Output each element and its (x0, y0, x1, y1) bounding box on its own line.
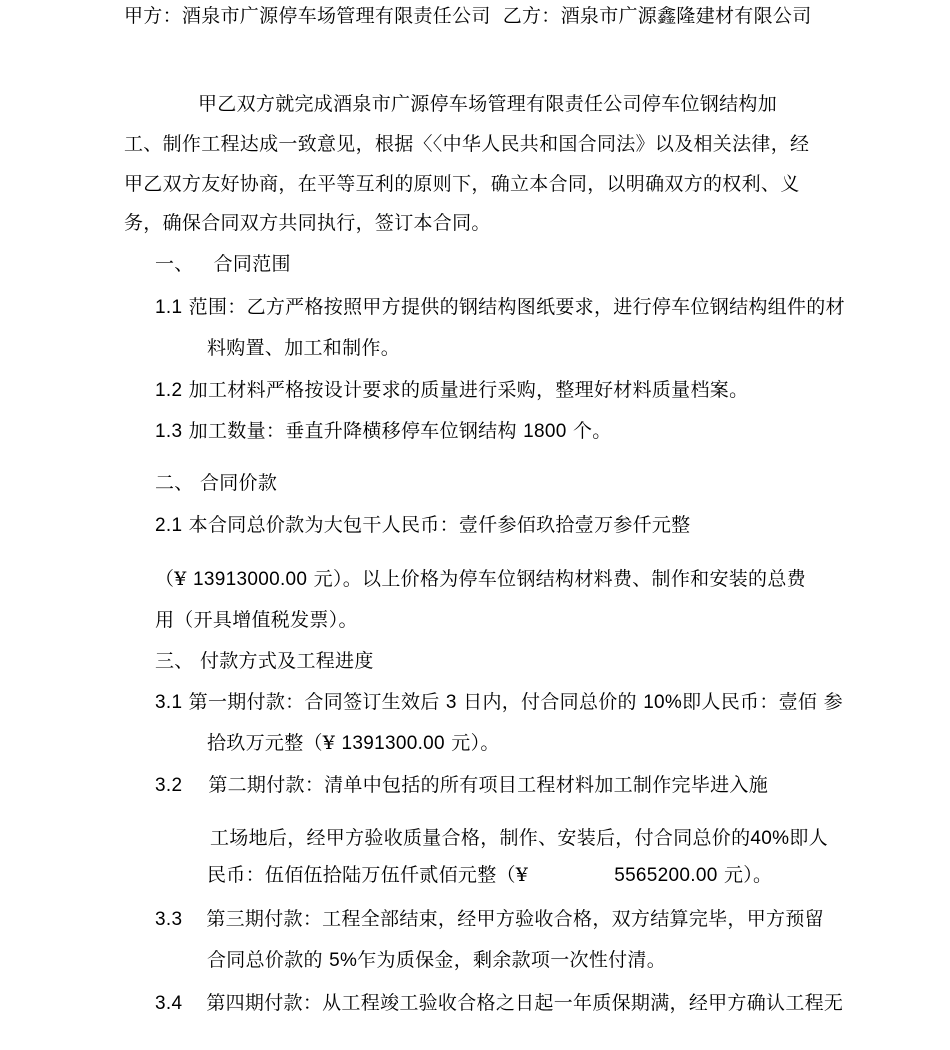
clause-1-1-text: 范围：乙方严格按照甲方提供的钢结构图纸要求，进行停车位钢结构组件的材 (188, 296, 845, 318)
intro-line-2: 工、制作工程达成一致意见，根据〈〈中华人民共和国合同法》以及相关法律，经 (124, 133, 810, 155)
party-a: 甲方：酒泉市广源停车场管理有限责任公司 (124, 5, 491, 27)
clause-1-3-text: 加工数量：垂直升降横移停车位钢结构 (188, 420, 517, 442)
clause-3-2-cont2-a: 民币：伍佰伍拾陆万伍仟贰佰元整（¥ (207, 864, 529, 886)
clause-3-2-continuation-2 (207, 863, 772, 888)
clause-3-1-days: 3 (445, 692, 457, 713)
clause-2-1 (155, 513, 690, 538)
clause-3-1-amount: 1391300.00 (341, 733, 445, 754)
clause-3-1-cont-b: 元）。 (451, 732, 500, 754)
clause-1-1 (155, 295, 845, 320)
clause-3-3-percent: 5% (329, 950, 358, 971)
clause-3-1 (155, 690, 843, 715)
clause-3-2-number: 3.2 (155, 775, 183, 796)
clause-2-1-number: 2.1 (155, 515, 183, 536)
section-1-heading (155, 252, 291, 276)
total-amount-open: （¥ (155, 568, 187, 590)
clause-3-3-text: 第三期付款：工程全部结束，经甲方验收合格，双方结算完毕，甲方预留 (206, 908, 824, 930)
total-amount-line (155, 567, 806, 592)
total-amount-desc: 元）。以上价格为停车位钢结构材料费、制作和安装的总费 (313, 568, 806, 590)
clause-1-3 (155, 419, 612, 444)
clause-1-2-number: 1.2 (155, 380, 183, 401)
total-amount-value: 13913000.00 (193, 569, 308, 590)
section-1-number: 一、 (155, 253, 194, 275)
clause-3-1-text-c: 即人民币：壹佰 参 (682, 691, 843, 713)
clause-1-1-number: 1.1 (155, 297, 183, 318)
clause-3-2-cont1-a: 工场地后，经甲方验收质量合格，制作、安装后，付合同总价的 (210, 827, 751, 849)
clause-3-1-text-b: 日内，付合同总价的 (463, 691, 637, 713)
clause-3-2-amount: 5565200.00 (614, 865, 718, 886)
clause-3-2-percent: 40% (750, 828, 790, 849)
clause-3-1-number: 3.1 (155, 692, 183, 713)
total-amount-continuation: 用（开具增值税发票）。 (155, 609, 358, 631)
section-3-heading: 三、 付款方式及工程进度 (155, 650, 374, 672)
clause-3-1-text-a: 第一期付款：合同签订生效后 (188, 691, 440, 713)
clause-2-1-text: 本合同总价款为大包干人民币：壹仟参佰玖拾壹万参仟元整 (188, 514, 691, 536)
clause-3-2-cont1-b: 即人 (789, 827, 828, 849)
clause-3-3-continuation (207, 948, 666, 973)
clause-1-3-number: 1.3 (155, 421, 183, 442)
party-b: 乙方：酒泉市广源鑫隆建材有限公司 (502, 5, 812, 27)
clause-3-4-text: 第四期付款：从工程竣工验收合格之日起一年质保期满，经甲方确认工程无 (206, 992, 844, 1014)
clause-3-4-number: 3.4 (155, 993, 183, 1014)
clause-3-3-number: 3.3 (155, 909, 183, 930)
clause-3-3-cont-b: 乍为质保金，剩余款项一次性付清。 (357, 949, 667, 971)
clause-3-4 (155, 991, 843, 1016)
section-2-heading: 二、 合同价款 (155, 472, 278, 494)
clause-3-2-text: 第二期付款：清单中包括的所有项目工程材料加工制作完毕进入施 (208, 774, 769, 796)
contract-parties-line (124, 4, 812, 28)
clause-1-3-quantity: 1800 (523, 421, 567, 442)
clause-1-3-unit: 个。 (572, 420, 612, 442)
clause-3-3 (155, 907, 824, 932)
clause-3-2-continuation-1 (210, 826, 828, 851)
clause-1-2 (155, 378, 748, 403)
clause-3-2-cont2-b: 元）。 (723, 864, 773, 886)
clause-3-1-continuation (207, 731, 500, 756)
intro-line-4: 务，确保合同双方共同执行，签订本合同。 (124, 212, 491, 234)
section-1-title: 合同范围 (213, 253, 291, 275)
clause-1-2-text: 加工材料严格按设计要求的质量进行采购，整理好材料质量档案。 (188, 379, 749, 401)
clause-3-2 (155, 773, 768, 798)
clause-1-1-continuation: 料购置、加工和制作。 (207, 337, 401, 359)
intro-line-1: 甲乙双方就完成酒泉市广源停车场管理有限责任公司停车位钢结构加 (198, 93, 778, 115)
intro-line-3: 甲乙双方友好协商，在平等互利的原则下，确立本合同，以明确双方的权利、义 (124, 173, 800, 195)
clause-3-1-percent: 10% (643, 692, 683, 713)
clause-3-1-cont-a: 拾玖万元整（¥ (207, 732, 342, 754)
clause-3-3-cont-a: 合同总价款的 (207, 949, 323, 971)
